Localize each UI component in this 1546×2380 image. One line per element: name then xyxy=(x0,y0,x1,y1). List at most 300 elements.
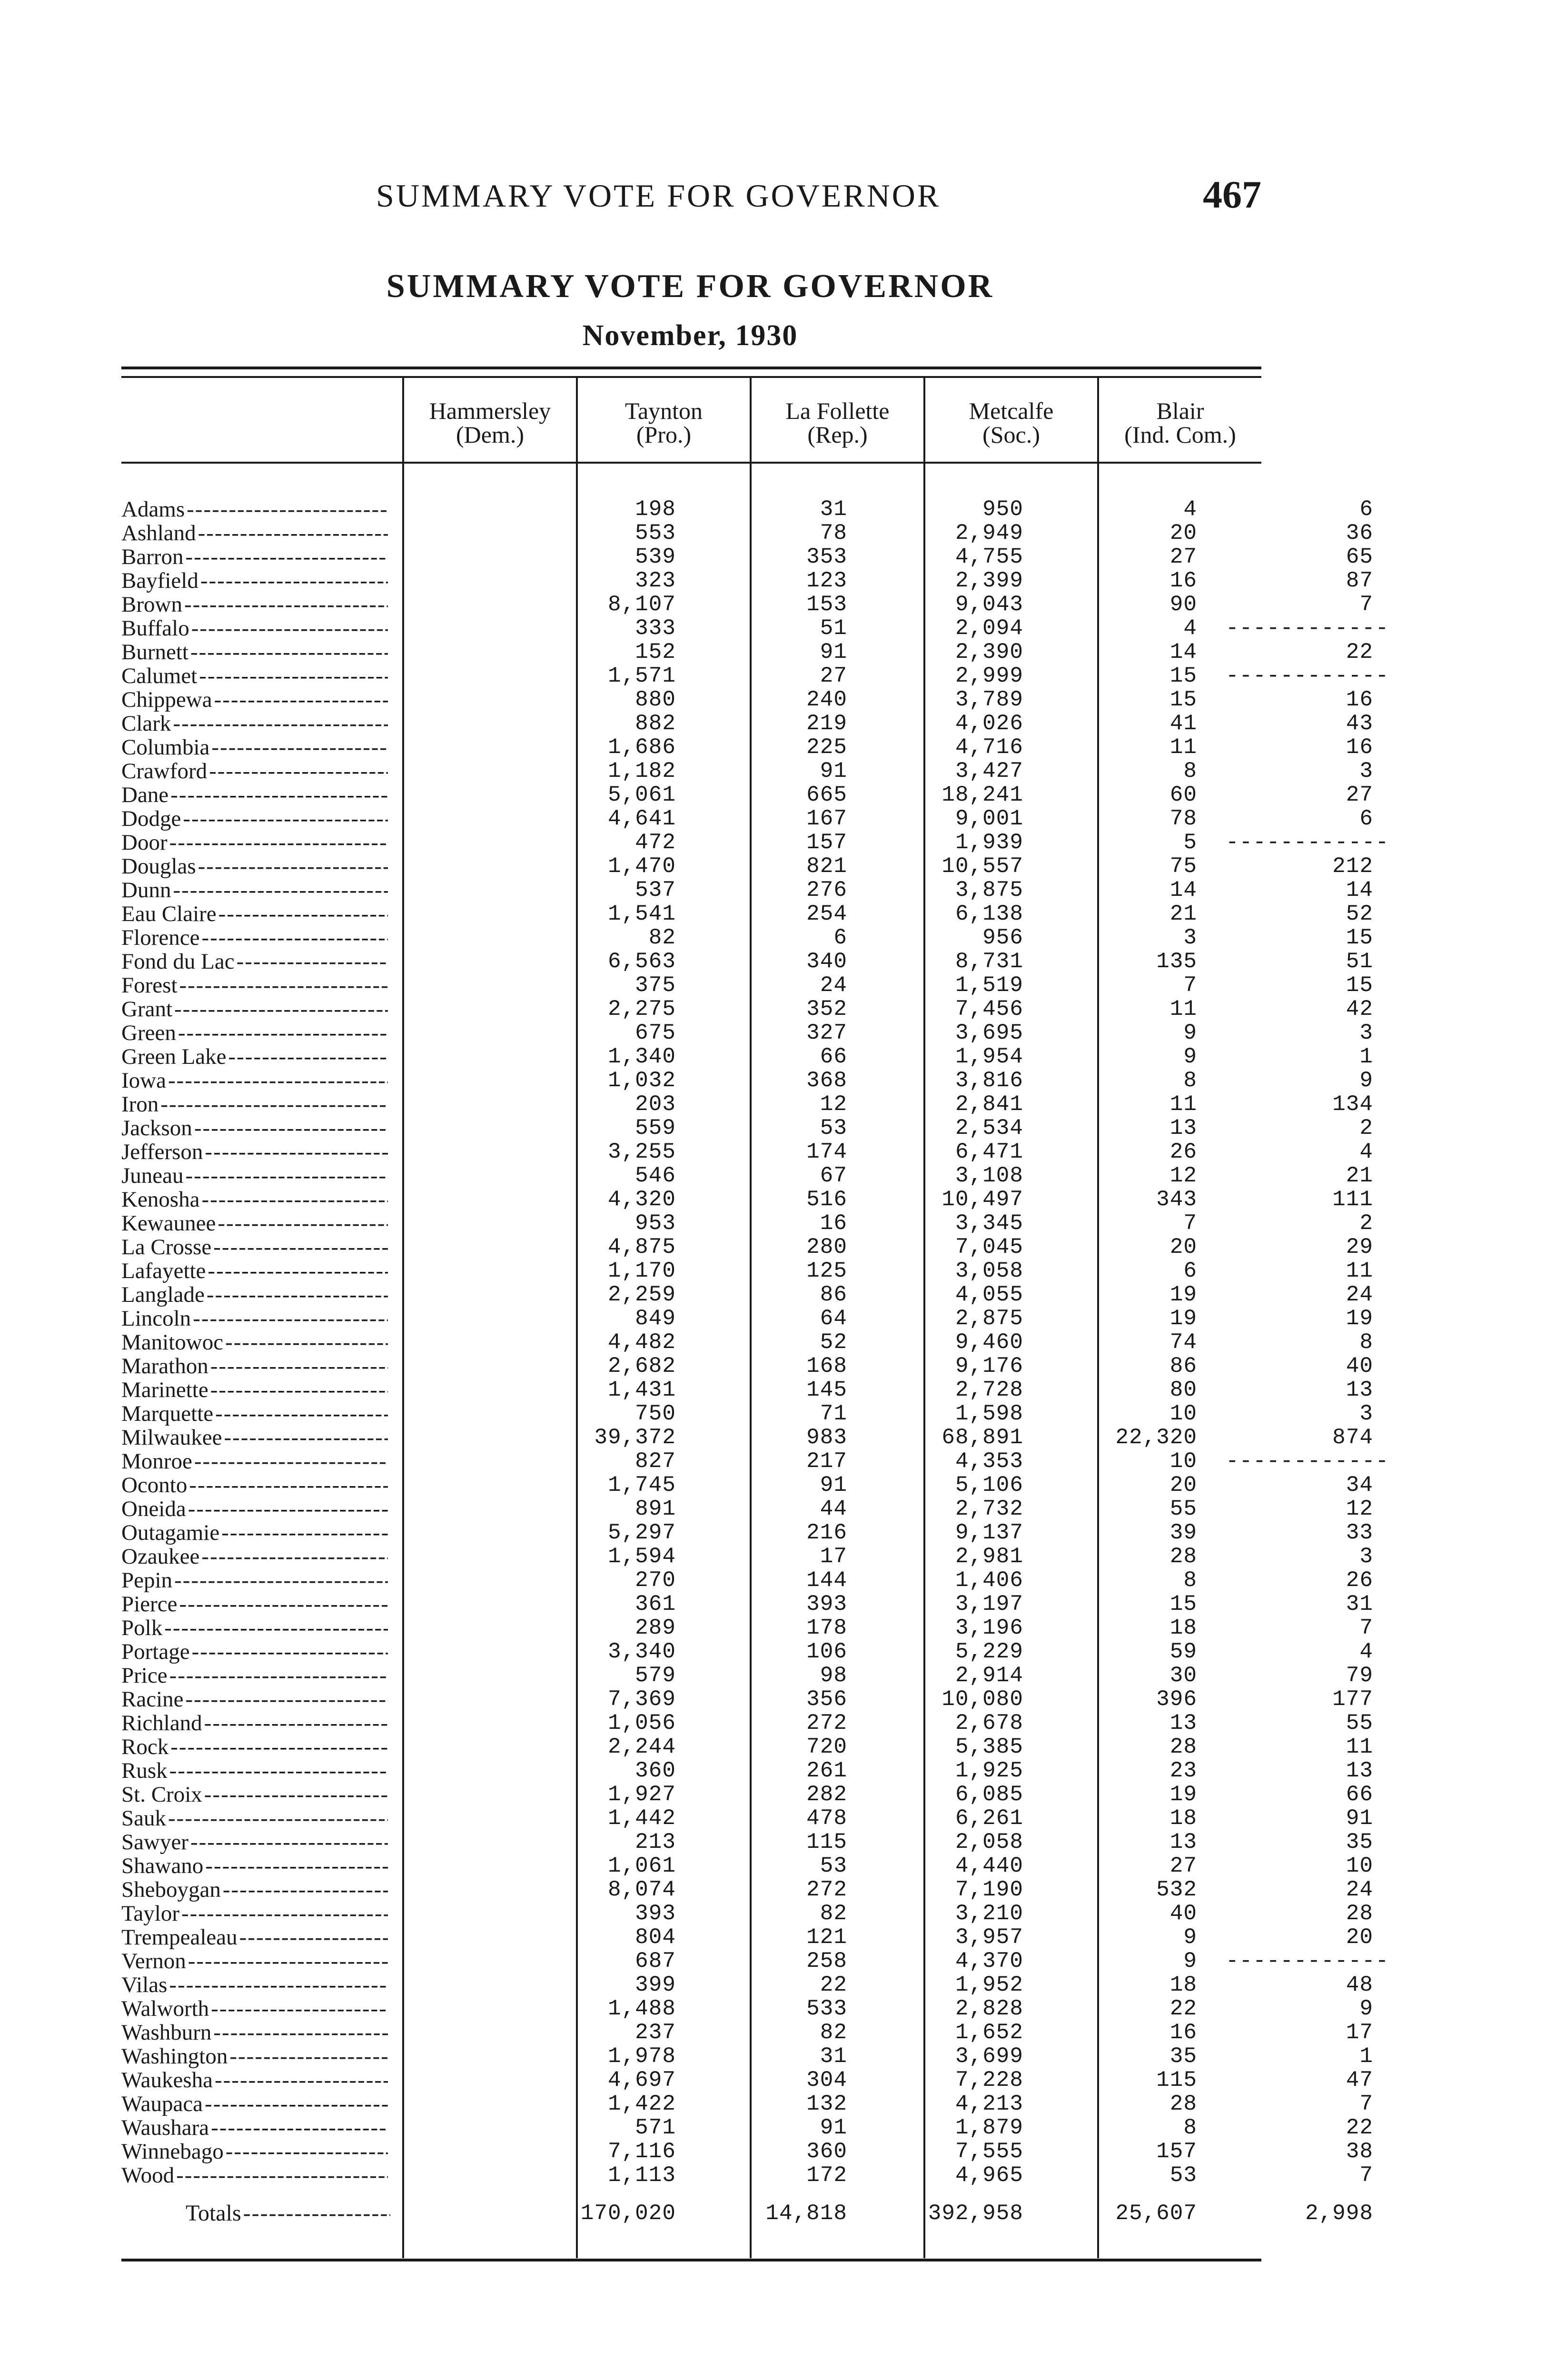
county-name: Marathon ----- xyxy=(121,1354,388,1378)
vote-hammersley: 4,482 xyxy=(607,1330,676,1355)
county-name: Winnebago ----- xyxy=(121,2140,388,2163)
vote-la-follette: 5,106 xyxy=(955,1473,1023,1497)
vote-metcalfe: 74 xyxy=(1169,1330,1197,1355)
vote-hammersley: 880 xyxy=(635,687,676,712)
vote-metcalfe: 41 xyxy=(1169,711,1197,736)
vote-metcalfe: 59 xyxy=(1169,1639,1197,1664)
vote-metcalfe: 20 xyxy=(1169,1235,1197,1259)
vote-hammersley: 6,563 xyxy=(607,949,676,974)
county-name: Dodge ----- xyxy=(121,807,388,831)
vote-la-follette: 3,699 xyxy=(955,2044,1023,2069)
table-row xyxy=(121,1520,1373,1545)
vote-la-follette: 4,716 xyxy=(955,735,1023,760)
vote-taynton: 352 xyxy=(806,997,847,1021)
vote-taynton: 91 xyxy=(820,640,847,664)
county-name: Dunn ----- xyxy=(121,878,388,902)
totals-row xyxy=(121,2199,1373,2228)
vote-blair: 14 xyxy=(1346,878,1373,902)
vote-taynton: 821 xyxy=(806,854,847,879)
vote-taynton: 153 xyxy=(806,592,847,617)
table-row xyxy=(121,902,1373,926)
vote-la-follette: 3,197 xyxy=(955,1592,1023,1616)
vote-la-follette: 9,001 xyxy=(955,806,1023,831)
vote-blair: 91 xyxy=(1346,1806,1373,1831)
county-name: Rusk ----- xyxy=(121,1759,388,1783)
vote-la-follette: 3,108 xyxy=(955,1163,1023,1188)
vote-la-follette: 2,828 xyxy=(955,1996,1023,2021)
vote-hammersley: 537 xyxy=(635,878,676,902)
document-title: SUMMARY VOTE FOR GOVERNOR xyxy=(386,268,994,305)
vote-taynton: 217 xyxy=(806,1449,847,1474)
vote-taynton: 174 xyxy=(806,1140,847,1164)
vote-hammersley: 2,682 xyxy=(607,1354,676,1378)
vote-blair: 8 xyxy=(1359,1330,1373,1355)
vote-blair: 28 xyxy=(1346,1901,1373,1926)
vote-metcalfe: 14 xyxy=(1169,640,1197,664)
column-header-blair xyxy=(1099,399,1261,446)
table-row xyxy=(121,1092,1373,1117)
vote-taynton: 478 xyxy=(806,1806,847,1831)
total-hammersley: 170,020 xyxy=(580,2201,676,2226)
table-row xyxy=(121,1068,1373,1093)
vote-la-follette: 4,965 xyxy=(955,2163,1023,2188)
vote-metcalfe: 15 xyxy=(1169,1592,1197,1616)
vote-taynton: 115 xyxy=(806,1830,847,1854)
vote-metcalfe: 40 xyxy=(1169,1901,1197,1926)
vote-blair: 24 xyxy=(1346,1282,1373,1307)
vote-metcalfe: 13 xyxy=(1169,1711,1197,1735)
table-row xyxy=(121,830,1389,855)
county-name: Taylor ----- xyxy=(121,1902,388,1925)
county-name: Door ----- xyxy=(121,831,388,854)
vote-taynton: 12 xyxy=(820,1092,847,1117)
table-row xyxy=(121,711,1373,736)
vote-blair: 12 xyxy=(1346,1497,1373,1521)
vote-blair: 20 xyxy=(1346,1925,1373,1950)
table-row xyxy=(121,568,1373,593)
vote-la-follette: 956 xyxy=(982,925,1023,950)
vote-metcalfe: 15 xyxy=(1169,664,1197,688)
table-row xyxy=(121,1973,1373,1997)
column-header-party: (Soc.) xyxy=(982,421,1040,448)
vote-hammersley: 289 xyxy=(635,1616,676,1640)
county-name: Vilas ----- xyxy=(121,1973,388,1997)
table-row xyxy=(121,1163,1373,1188)
vote-blair: 177 xyxy=(1332,1687,1373,1712)
county-name: Price ----- xyxy=(121,1664,388,1687)
vote-taynton: 261 xyxy=(806,1758,847,1783)
vote-blair: 43 xyxy=(1346,711,1373,736)
vote-metcalfe: 9 xyxy=(1183,1925,1197,1950)
vote-blair: 15 xyxy=(1346,925,1373,950)
column-header-party: (Rep.) xyxy=(807,421,868,448)
vote-la-follette: 1,952 xyxy=(955,1973,1023,1997)
vote-taynton: 368 xyxy=(806,1068,847,1093)
vote-taynton: 219 xyxy=(806,711,847,736)
vote-la-follette: 1,598 xyxy=(955,1401,1023,1426)
vote-taynton: 356 xyxy=(806,1687,847,1712)
column-header-name: Metcalfe xyxy=(969,397,1054,424)
vote-hammersley: 152 xyxy=(635,640,676,664)
vote-metcalfe: 9 xyxy=(1183,1021,1197,1045)
table-row xyxy=(121,2115,1373,2140)
table-row xyxy=(121,1354,1373,1378)
vote-blair: 51 xyxy=(1346,949,1373,974)
vote-blair: 21 xyxy=(1346,1163,1373,1188)
vote-blair: ------------ xyxy=(1226,830,1389,855)
county-name: Sawyer ----- xyxy=(121,1830,388,1854)
county-name: Oconto ----- xyxy=(121,1473,388,1497)
table-row xyxy=(121,1996,1373,2021)
table-row xyxy=(121,592,1373,617)
vote-taynton: 178 xyxy=(806,1616,847,1640)
vote-hammersley: 5,297 xyxy=(607,1520,676,1545)
vote-taynton: 216 xyxy=(806,1520,847,1545)
vote-metcalfe: 27 xyxy=(1169,1854,1197,1878)
county-name: Wood ----- xyxy=(121,2163,388,2187)
county-name: Washington ----- xyxy=(121,2044,388,2068)
column-header-name: Blair xyxy=(1156,397,1204,424)
table-row xyxy=(121,1687,1373,1712)
vote-metcalfe: 14 xyxy=(1169,878,1197,902)
vote-blair: ------------ xyxy=(1226,1449,1389,1474)
vote-taynton: 106 xyxy=(806,1639,847,1664)
vote-la-follette: 2,390 xyxy=(955,640,1023,664)
county-name: Dane ----- xyxy=(121,783,388,807)
vote-metcalfe: 157 xyxy=(1156,2139,1197,2164)
county-name: Jefferson ----- xyxy=(121,1140,388,1164)
vote-metcalfe: 60 xyxy=(1169,783,1197,807)
vote-hammersley: 849 xyxy=(635,1306,676,1331)
vote-metcalfe: 15 xyxy=(1169,687,1197,712)
table-row xyxy=(121,1259,1373,1283)
table-row xyxy=(121,2020,1373,2045)
bottom-rule xyxy=(121,2259,1261,2261)
vote-metcalfe: 20 xyxy=(1169,521,1197,545)
vote-taynton: 282 xyxy=(806,1782,847,1807)
totals-label: Totals ----- xyxy=(186,2199,390,2228)
vote-la-follette: 9,460 xyxy=(955,1330,1023,1355)
vote-metcalfe: 12 xyxy=(1169,1163,1197,1188)
vote-taynton: 17 xyxy=(820,1544,847,1569)
county-name: Columbia ----- xyxy=(121,735,388,759)
vote-la-follette: 8,731 xyxy=(955,949,1023,974)
county-name: Oneida ----- xyxy=(121,1497,388,1521)
vote-metcalfe: 532 xyxy=(1156,1877,1197,1902)
vote-blair: 3 xyxy=(1359,1401,1373,1426)
table-row xyxy=(121,687,1373,712)
column-header-name: Hammersley xyxy=(429,397,551,424)
vote-metcalfe: 8 xyxy=(1183,2115,1197,2140)
table-row xyxy=(121,1140,1373,1164)
table-row xyxy=(121,664,1389,688)
county-name: Trempealeau ----- xyxy=(121,1925,388,1949)
vote-hammersley: 1,571 xyxy=(607,664,676,688)
table-row xyxy=(121,1473,1373,1497)
table-row xyxy=(121,997,1373,1021)
table-row xyxy=(121,949,1373,974)
vote-taynton: 44 xyxy=(820,1497,847,1521)
county-name: Calumet ----- xyxy=(121,664,388,688)
vote-metcalfe: 343 xyxy=(1156,1187,1197,1212)
county-name: Marinette ----- xyxy=(121,1378,388,1402)
vote-hammersley: 2,259 xyxy=(607,1282,676,1307)
vote-hammersley: 360 xyxy=(635,1758,676,1783)
vote-blair: 13 xyxy=(1346,1758,1373,1783)
vote-metcalfe: 9 xyxy=(1183,1949,1197,1973)
vote-blair: 24 xyxy=(1346,1877,1373,1902)
county-name: Green ----- xyxy=(121,1021,388,1045)
vote-hammersley: 891 xyxy=(635,1497,676,1521)
vote-blair: 4 xyxy=(1359,1140,1373,1164)
vote-metcalfe: 78 xyxy=(1169,806,1197,831)
vote-hammersley: 375 xyxy=(635,973,676,998)
vote-taynton: 327 xyxy=(806,1021,847,1045)
vote-metcalfe: 5 xyxy=(1183,830,1197,855)
vote-hammersley: 3,340 xyxy=(607,1639,676,1664)
county-rows xyxy=(121,497,1389,2188)
vote-taynton: 360 xyxy=(806,2139,847,2164)
vote-hammersley: 1,340 xyxy=(607,1044,676,1069)
vote-hammersley: 361 xyxy=(635,1592,676,1616)
vote-metcalfe: 18 xyxy=(1169,1973,1197,1997)
vote-metcalfe: 7 xyxy=(1183,1211,1197,1236)
vote-taynton: 240 xyxy=(806,687,847,712)
vote-la-follette: 5,385 xyxy=(955,1735,1023,1759)
county-name: Waushara ----- xyxy=(121,2116,388,2140)
vote-hammersley: 1,594 xyxy=(607,1544,676,1569)
county-name: Lincoln ----- xyxy=(121,1307,388,1330)
vote-la-follette: 2,534 xyxy=(955,1116,1023,1140)
table-row xyxy=(121,1806,1373,1831)
vote-hammersley: 675 xyxy=(635,1021,676,1045)
vote-metcalfe: 22,320 xyxy=(1115,1425,1197,1450)
vote-blair: 3 xyxy=(1359,1021,1373,1045)
vote-metcalfe: 135 xyxy=(1156,949,1197,974)
vote-la-follette: 4,755 xyxy=(955,545,1023,569)
vote-taynton: 82 xyxy=(820,1901,847,1926)
vote-metcalfe: 18 xyxy=(1169,1806,1197,1831)
county-name: Forest ----- xyxy=(121,973,388,997)
vote-metcalfe: 13 xyxy=(1169,1116,1197,1140)
vote-taynton: 983 xyxy=(806,1425,847,1450)
county-name: Richland ----- xyxy=(121,1711,388,1735)
table-row xyxy=(121,1735,1373,1759)
vote-metcalfe: 28 xyxy=(1169,1735,1197,1759)
vote-blair: 35 xyxy=(1346,1830,1373,1854)
vote-taynton: 665 xyxy=(806,783,847,807)
table-row xyxy=(121,2068,1373,2092)
vote-blair: 31 xyxy=(1346,1592,1373,1616)
vote-metcalfe: 20 xyxy=(1169,1473,1197,1497)
vote-blair: 3 xyxy=(1359,1544,1373,1569)
vote-metcalfe: 8 xyxy=(1183,759,1197,783)
vote-blair: 27 xyxy=(1346,783,1373,807)
county-name: Iowa ----- xyxy=(121,1069,388,1092)
county-name: Iron ----- xyxy=(121,1092,388,1116)
vote-la-follette: 1,939 xyxy=(955,830,1023,855)
vote-taynton: 53 xyxy=(820,1854,847,1878)
table-row xyxy=(121,759,1373,783)
vote-blair: 874 xyxy=(1332,1425,1373,1450)
table-row xyxy=(121,1568,1373,1593)
vote-taynton: 66 xyxy=(820,1044,847,1069)
vote-hammersley: 1,056 xyxy=(607,1711,676,1735)
vote-taynton: 31 xyxy=(820,497,847,522)
table-row xyxy=(121,1235,1373,1259)
vote-la-follette: 10,080 xyxy=(941,1687,1023,1712)
vote-taynton: 64 xyxy=(820,1306,847,1331)
vote-la-follette: 3,058 xyxy=(955,1259,1023,1283)
vote-hammersley: 7,116 xyxy=(607,2139,676,2164)
vote-blair: 9 xyxy=(1359,1996,1373,2021)
vote-hammersley: 8,107 xyxy=(607,592,676,617)
vote-blair: 66 xyxy=(1346,1782,1373,1807)
document-subtitle: November, 1930 xyxy=(582,319,798,352)
county-name: Lafayette ----- xyxy=(121,1259,388,1283)
table-row xyxy=(121,806,1373,831)
vote-blair: 79 xyxy=(1346,1663,1373,1688)
county-name: Rock ----- xyxy=(121,1735,388,1759)
vote-taynton: 280 xyxy=(806,1235,847,1259)
vote-hammersley: 203 xyxy=(635,1092,676,1117)
vote-taynton: 167 xyxy=(806,806,847,831)
county-name: Sheboygan ----- xyxy=(121,1878,388,1902)
column-header-party: (Dem.) xyxy=(456,421,524,448)
table-row xyxy=(121,2044,1373,2069)
table-row xyxy=(121,1116,1373,1140)
column-header-metcalfe xyxy=(925,399,1097,446)
vote-metcalfe: 80 xyxy=(1169,1378,1197,1402)
vote-hammersley: 333 xyxy=(635,616,676,641)
vote-taynton: 27 xyxy=(820,664,847,688)
vote-la-follette: 4,353 xyxy=(955,1449,1023,1474)
table-row xyxy=(121,1830,1373,1854)
vote-taynton: 132 xyxy=(806,2092,847,2116)
vote-blair: 22 xyxy=(1346,640,1373,664)
table-row xyxy=(121,1854,1373,1878)
vote-hammersley: 882 xyxy=(635,711,676,736)
table-row xyxy=(121,925,1373,950)
vote-blair: 36 xyxy=(1346,521,1373,545)
total-metcalfe: 25,607 xyxy=(1115,2201,1197,2226)
vote-metcalfe: 53 xyxy=(1169,2163,1197,2188)
county-name: Crawford ----- xyxy=(121,759,388,783)
vote-la-follette: 4,440 xyxy=(955,1854,1023,1878)
vote-taynton: 91 xyxy=(820,1473,847,1497)
table-row xyxy=(121,973,1373,998)
vote-taynton: 272 xyxy=(806,1711,847,1735)
county-name: Buffalo ----- xyxy=(121,616,388,640)
vote-taynton: 340 xyxy=(806,949,847,974)
vote-metcalfe: 7 xyxy=(1183,973,1197,998)
table-row xyxy=(121,1782,1373,1807)
county-name: Adams ----- xyxy=(121,497,388,521)
vote-hammersley: 82 xyxy=(648,925,676,950)
county-name: Racine ----- xyxy=(121,1687,388,1711)
vote-taynton: 82 xyxy=(820,2020,847,2045)
vote-blair: 6 xyxy=(1359,806,1373,831)
vote-la-follette: 1,954 xyxy=(955,1044,1023,1069)
county-name: Eau Claire ----- xyxy=(121,902,388,926)
vote-metcalfe: 115 xyxy=(1156,2068,1197,2092)
vote-la-follette: 1,925 xyxy=(955,1758,1023,1783)
vote-blair: 13 xyxy=(1346,1378,1373,1402)
vote-taynton: 91 xyxy=(820,2115,847,2140)
table-row xyxy=(121,1211,1373,1236)
vote-taynton: 121 xyxy=(806,1925,847,1950)
vote-la-follette: 2,732 xyxy=(955,1497,1023,1521)
column-header-hammersley xyxy=(404,399,576,446)
vote-la-follette: 5,229 xyxy=(955,1639,1023,1664)
table-row xyxy=(121,854,1373,879)
vote-la-follette: 3,695 xyxy=(955,1021,1023,1045)
vote-metcalfe: 6 xyxy=(1183,1259,1197,1283)
vote-blair: 26 xyxy=(1346,1568,1373,1593)
vote-taynton: 67 xyxy=(820,1163,847,1188)
vote-metcalfe: 28 xyxy=(1169,2092,1197,2116)
vote-hammersley: 539 xyxy=(635,545,676,569)
vote-metcalfe: 16 xyxy=(1169,2020,1197,2045)
county-name: Outagamie ----- xyxy=(121,1521,388,1545)
vote-la-follette: 6,085 xyxy=(955,1782,1023,1807)
vote-hammersley: 270 xyxy=(635,1568,676,1593)
vote-la-follette: 2,949 xyxy=(955,521,1023,545)
table-row xyxy=(121,1044,1373,1069)
vote-hammersley: 1,442 xyxy=(607,1806,676,1831)
vote-metcalfe: 3 xyxy=(1183,925,1197,950)
vote-hammersley: 4,697 xyxy=(607,2068,676,2092)
vote-la-follette: 1,519 xyxy=(955,973,1023,998)
vote-hammersley: 3,255 xyxy=(607,1140,676,1164)
vote-hammersley: 1,061 xyxy=(607,1854,676,1878)
vote-blair: 16 xyxy=(1346,687,1373,712)
vote-taynton: 720 xyxy=(806,1735,847,1759)
county-name: Chippewa ----- xyxy=(121,688,388,712)
vote-hammersley: 1,422 xyxy=(607,2092,676,2116)
vote-blair: 33 xyxy=(1346,1520,1373,1545)
vote-blair: 38 xyxy=(1346,2139,1373,2164)
table-row xyxy=(121,1401,1373,1426)
vote-metcalfe: 10 xyxy=(1169,1401,1197,1426)
vote-la-follette: 6,471 xyxy=(955,1140,1023,1164)
vote-metcalfe: 4 xyxy=(1183,497,1197,522)
vote-hammersley: 399 xyxy=(635,1973,676,1997)
vote-blair: 4 xyxy=(1359,1639,1373,1664)
vote-blair: 7 xyxy=(1359,2163,1373,2188)
vote-blair: 1 xyxy=(1359,1044,1373,1069)
vote-metcalfe: 22 xyxy=(1169,1996,1197,2021)
vote-blair: 55 xyxy=(1346,1711,1373,1735)
vote-la-follette: 1,879 xyxy=(955,2115,1023,2140)
vote-blair: 10 xyxy=(1346,1854,1373,1878)
vote-taynton: 16 xyxy=(820,1211,847,1236)
table-row xyxy=(121,616,1389,641)
county-name: Kewaunee ----- xyxy=(121,1211,388,1235)
vote-metcalfe: 35 xyxy=(1169,2044,1197,2069)
vote-blair: 212 xyxy=(1332,854,1373,879)
vote-la-follette: 7,045 xyxy=(955,1235,1023,1259)
vote-la-follette: 2,981 xyxy=(955,1544,1023,1569)
vote-blair: ------------ xyxy=(1226,664,1389,688)
vote-metcalfe: 18 xyxy=(1169,1616,1197,1640)
vote-blair: 52 xyxy=(1346,902,1373,926)
column-header-party: (Pro.) xyxy=(636,421,692,448)
vote-hammersley: 1,032 xyxy=(607,1068,676,1093)
vote-la-follette: 18,241 xyxy=(941,783,1023,807)
vote-metcalfe: 19 xyxy=(1169,1306,1197,1331)
vote-metcalfe: 26 xyxy=(1169,1140,1197,1164)
